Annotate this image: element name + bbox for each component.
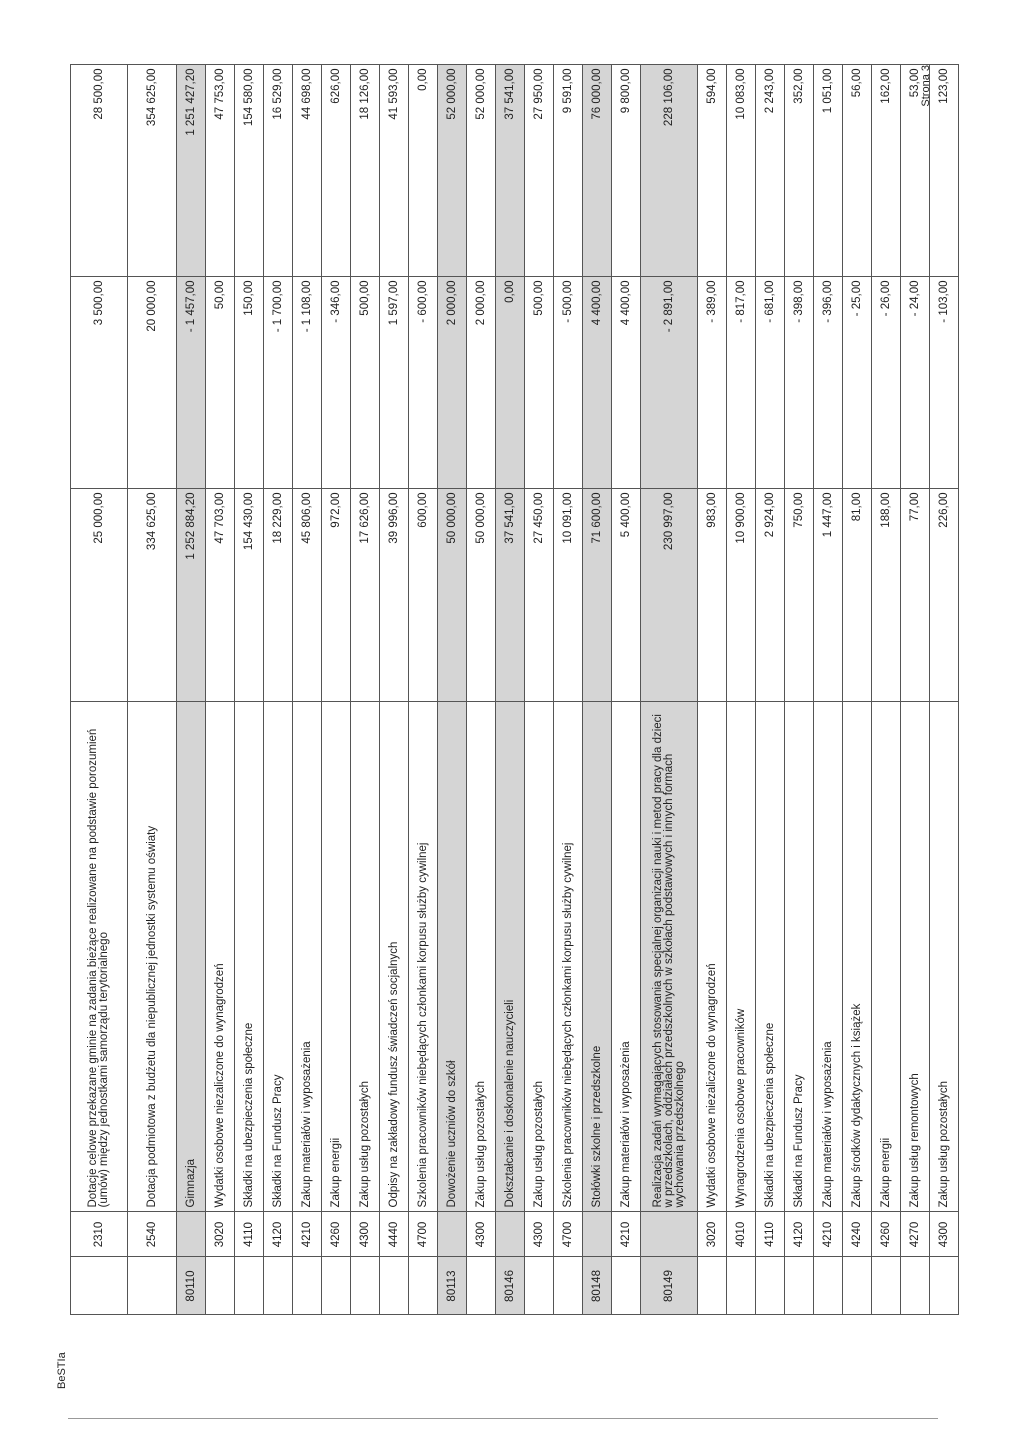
row-margin-cell — [785, 1315, 814, 1395]
dzial-code-cell: 80146 — [496, 1257, 525, 1315]
after-change-amount-cell: 27 950,00 — [525, 65, 554, 277]
plan-amount-cell: 188,00 — [872, 489, 901, 702]
dzial-code-cell — [409, 1257, 438, 1315]
after-change-amount-cell: 52 000,00 — [438, 65, 467, 277]
paragraph-code-cell: 4210 — [612, 1212, 641, 1257]
rotated-page — [42, 65, 950, 1395]
plan-amount-cell: 37 541,00 — [496, 489, 525, 702]
row-margin-cell — [322, 1315, 351, 1395]
row-margin-cell — [698, 1315, 727, 1395]
plan-amount-cell: 1 252 884,20 — [177, 489, 206, 702]
row-margin-cell — [843, 1315, 872, 1395]
description-cell: Zakup usług pozostałych — [351, 702, 380, 1212]
table-row — [351, 65, 380, 1395]
description-cell: Składki na ubezpieczenia społeczne — [756, 702, 785, 1212]
table-row — [698, 65, 727, 1395]
table-row — [380, 65, 409, 1395]
description-cell: Wydatki osobowe niezaliczone do wynagrodzeń — [698, 702, 727, 1212]
description-cell: Dowożenie uczniów do szkół — [438, 702, 467, 1212]
budget-table — [70, 65, 959, 1396]
plan-amount-cell: 10 091,00 — [554, 489, 583, 702]
table-row — [235, 65, 264, 1395]
dzial-code-cell — [128, 1257, 177, 1315]
row-margin-cell — [641, 1315, 698, 1395]
after-change-amount-cell: 1 251 427,20 — [177, 65, 206, 277]
plan-amount-cell: 750,00 — [785, 489, 814, 702]
table-row — [727, 65, 756, 1395]
page-number: Strona 3 — [920, 65, 932, 107]
change-amount-cell: 50,00 — [206, 277, 235, 489]
description-cell: Gimnazja — [177, 702, 206, 1212]
row-margin-cell — [409, 1315, 438, 1395]
plan-amount-cell: 230 997,00 — [641, 489, 698, 702]
plan-amount-cell: 972,00 — [322, 489, 351, 702]
table-row — [554, 65, 583, 1395]
description-cell: Zakup usług pozostałych — [525, 702, 554, 1212]
description-cell: Składki na Fundusz Pracy — [264, 702, 293, 1212]
after-change-amount-cell: 47 753,00 — [206, 65, 235, 277]
plan-amount-cell: 77,00 — [901, 489, 930, 702]
row-margin-cell — [496, 1315, 525, 1395]
after-change-amount-cell: 37 541,00 — [496, 65, 525, 277]
dzial-code-cell: 80149 — [641, 1257, 698, 1315]
plan-amount-cell: 1 447,00 — [814, 489, 843, 702]
table-row — [612, 65, 641, 1395]
change-amount-cell: - 398,00 — [785, 277, 814, 489]
dzial-code-cell — [206, 1257, 235, 1315]
change-amount-cell: 500,00 — [525, 277, 554, 489]
paragraph-code-cell — [438, 1212, 467, 1257]
table-row — [872, 65, 901, 1395]
description-cell: Zakup środków dydaktycznych i książek — [843, 702, 872, 1212]
paragraph-code-cell: 3020 — [698, 1212, 727, 1257]
plan-amount-cell: 10 900,00 — [727, 489, 756, 702]
row-margin-cell — [554, 1315, 583, 1395]
row-margin-cell — [128, 1315, 177, 1395]
change-amount-cell: 3 500,00 — [71, 277, 128, 489]
table-row — [901, 65, 930, 1395]
after-change-amount-cell: 162,00 — [872, 65, 901, 277]
change-amount-cell: - 346,00 — [322, 277, 351, 489]
table-row — [756, 65, 785, 1395]
change-amount-cell: - 26,00 — [872, 277, 901, 489]
description-cell: Składki na ubezpieczenia społeczne — [235, 702, 264, 1212]
paragraph-code-cell: 4120 — [264, 1212, 293, 1257]
dzial-code-cell — [814, 1257, 843, 1315]
change-amount-cell: 150,00 — [235, 277, 264, 489]
plan-amount-cell: 27 450,00 — [525, 489, 554, 702]
after-change-amount-cell: 123,00 — [930, 65, 959, 277]
description-cell: Zakup energii — [872, 702, 901, 1212]
dzial-code-cell — [322, 1257, 351, 1315]
change-amount-cell: - 25,00 — [843, 277, 872, 489]
row-margin-cell — [71, 1315, 128, 1395]
row-margin-cell — [380, 1315, 409, 1395]
description-cell: Składki na Fundusz Pracy — [785, 702, 814, 1212]
change-amount-cell: - 681,00 — [756, 277, 785, 489]
dzial-code-cell — [71, 1257, 128, 1315]
paragraph-code-cell — [641, 1212, 698, 1257]
plan-amount-cell: 47 703,00 — [206, 489, 235, 702]
description-cell: Zakup materiałów i wyposażenia — [293, 702, 322, 1212]
plan-amount-cell: 334 625,00 — [128, 489, 177, 702]
dzial-code-cell — [872, 1257, 901, 1315]
paragraph-code-cell: 4110 — [235, 1212, 264, 1257]
footer-system-name: BeSTIa — [56, 1352, 68, 1389]
description-cell: Wydatki osobowe niezaliczone do wynagrodzeń — [206, 702, 235, 1212]
table-row — [843, 65, 872, 1395]
dzial-code-cell — [235, 1257, 264, 1315]
table-row — [525, 65, 554, 1395]
table-row — [409, 65, 438, 1395]
plan-amount-cell: 17 626,00 — [351, 489, 380, 702]
row-margin-cell — [612, 1315, 641, 1395]
dzial-code-cell — [698, 1257, 727, 1315]
dzial-code-cell — [612, 1257, 641, 1315]
dzial-code-cell — [930, 1257, 959, 1315]
paragraph-code-cell: 4700 — [554, 1212, 583, 1257]
change-amount-cell: 4 400,00 — [612, 277, 641, 489]
paragraph-code-cell: 2540 — [128, 1212, 177, 1257]
table-row — [322, 65, 351, 1395]
change-amount-cell: - 817,00 — [727, 277, 756, 489]
plan-amount-cell: 45 806,00 — [293, 489, 322, 702]
row-margin-cell — [351, 1315, 380, 1395]
after-change-amount-cell: 16 529,00 — [264, 65, 293, 277]
after-change-amount-cell: 0,00 — [409, 65, 438, 277]
after-change-amount-cell: 28 500,00 — [71, 65, 128, 277]
row-margin-cell — [901, 1315, 930, 1395]
row-margin-cell — [438, 1315, 467, 1395]
dzial-code-cell — [756, 1257, 785, 1315]
description-cell: Dotacje celowe przekazane gminie na zadania bieżące realizowane na podstawie porozumień (umów) między jednostkami samorządu terytorialnego — [71, 702, 128, 1212]
plan-amount-cell: 18 229,00 — [264, 489, 293, 702]
page-edge-line — [68, 1418, 938, 1419]
description-cell: Zakup usług pozostałych — [930, 702, 959, 1212]
after-change-amount-cell: 1 051,00 — [814, 65, 843, 277]
dzial-code-cell: 80113 — [438, 1257, 467, 1315]
after-change-amount-cell: 52 000,00 — [467, 65, 496, 277]
change-amount-cell: - 500,00 — [554, 277, 583, 489]
table-row — [814, 65, 843, 1395]
paragraph-code-cell: 4260 — [872, 1212, 901, 1257]
change-amount-cell: - 396,00 — [814, 277, 843, 489]
dzial-code-cell — [554, 1257, 583, 1315]
paragraph-code-cell: 4210 — [814, 1212, 843, 1257]
table-row — [467, 65, 496, 1395]
after-change-amount-cell: 9 591,00 — [554, 65, 583, 277]
dzial-code-cell — [843, 1257, 872, 1315]
row-margin-cell — [206, 1315, 235, 1395]
after-change-amount-cell: 53,00 — [901, 65, 930, 277]
plan-amount-cell: 5 400,00 — [612, 489, 641, 702]
change-amount-cell: - 24,00 — [901, 277, 930, 489]
paragraph-code-cell: 4260 — [322, 1212, 351, 1257]
paragraph-code-cell: 4120 — [785, 1212, 814, 1257]
dzial-code-cell: 80110 — [177, 1257, 206, 1315]
after-change-amount-cell: 44 698,00 — [293, 65, 322, 277]
description-cell: Zakup usług pozostałych — [467, 702, 496, 1212]
budget-table-body — [71, 65, 959, 1395]
change-amount-cell: 4 400,00 — [583, 277, 612, 489]
paragraph-code-cell — [583, 1212, 612, 1257]
paragraph-code-cell: 4300 — [351, 1212, 380, 1257]
dzial-code-cell — [785, 1257, 814, 1315]
row-margin-cell — [930, 1315, 959, 1395]
after-change-amount-cell: 41 593,00 — [380, 65, 409, 277]
dzial-code-cell — [727, 1257, 756, 1315]
change-amount-cell: - 600,00 — [409, 277, 438, 489]
paragraph-code-cell: 4240 — [843, 1212, 872, 1257]
change-amount-cell: - 389,00 — [698, 277, 727, 489]
description-cell: Zakup materiałów i wyposażenia — [814, 702, 843, 1212]
paragraph-code-cell: 4210 — [293, 1212, 322, 1257]
paragraph-code-cell: 4700 — [409, 1212, 438, 1257]
row-margin-cell — [583, 1315, 612, 1395]
table-row — [264, 65, 293, 1395]
table-row — [71, 65, 128, 1395]
change-amount-cell: 1 597,00 — [380, 277, 409, 489]
description-cell: Szkolenia pracowników niebędących członkami korpusu służby cywilnej — [409, 702, 438, 1212]
dzial-code-cell — [293, 1257, 322, 1315]
plan-amount-cell: 2 924,00 — [756, 489, 785, 702]
dzial-code-cell — [525, 1257, 554, 1315]
plan-amount-cell: 983,00 — [698, 489, 727, 702]
row-margin-cell — [177, 1315, 206, 1395]
after-change-amount-cell: 10 083,00 — [727, 65, 756, 277]
change-amount-cell: - 1 700,00 — [264, 277, 293, 489]
row-margin-cell — [235, 1315, 264, 1395]
paragraph-code-cell: 3020 — [206, 1212, 235, 1257]
after-change-amount-cell: 2 243,00 — [756, 65, 785, 277]
paragraph-code-cell: 4440 — [380, 1212, 409, 1257]
dzial-code-cell — [380, 1257, 409, 1315]
table-row — [641, 65, 698, 1395]
description-cell: Dotacja podmiotowa z budżetu dla niepublicznej jednostki systemu oświaty — [128, 702, 177, 1212]
row-margin-cell — [814, 1315, 843, 1395]
change-amount-cell: 0,00 — [496, 277, 525, 489]
after-change-amount-cell: 626,00 — [322, 65, 351, 277]
after-change-amount-cell: 56,00 — [843, 65, 872, 277]
description-cell: Stołówki szkolne i przedszkolne — [583, 702, 612, 1212]
change-amount-cell: 500,00 — [351, 277, 380, 489]
plan-amount-cell: 50 000,00 — [467, 489, 496, 702]
table-row — [128, 65, 177, 1395]
after-change-amount-cell: 228 106,00 — [641, 65, 698, 277]
table-row — [496, 65, 525, 1395]
description-cell: Odpisy na zakładowy fundusz świadczeń socjalnych — [380, 702, 409, 1212]
plan-amount-cell: 81,00 — [843, 489, 872, 702]
row-margin-cell — [264, 1315, 293, 1395]
description-cell: Zakup usług remontowych — [901, 702, 930, 1212]
change-amount-cell: - 1 457,00 — [177, 277, 206, 489]
paragraph-code-cell: 4110 — [756, 1212, 785, 1257]
table-row — [438, 65, 467, 1395]
dzial-code-cell — [901, 1257, 930, 1315]
row-margin-cell — [467, 1315, 496, 1395]
plan-amount-cell: 154 430,00 — [235, 489, 264, 702]
paragraph-code-cell: 4300 — [467, 1212, 496, 1257]
description-cell: Zakup materiałów i wyposażenia — [612, 702, 641, 1212]
table-row — [293, 65, 322, 1395]
table-row — [583, 65, 612, 1395]
after-change-amount-cell: 76 000,00 — [583, 65, 612, 277]
dzial-code-cell — [264, 1257, 293, 1315]
plan-amount-cell: 39 996,00 — [380, 489, 409, 702]
after-change-amount-cell: 594,00 — [698, 65, 727, 277]
plan-amount-cell: 71 600,00 — [583, 489, 612, 702]
after-change-amount-cell: 18 126,00 — [351, 65, 380, 277]
paragraph-code-cell — [177, 1212, 206, 1257]
after-change-amount-cell: 9 800,00 — [612, 65, 641, 277]
paragraph-code-cell — [496, 1212, 525, 1257]
row-margin-cell — [525, 1315, 554, 1395]
after-change-amount-cell: 154 580,00 — [235, 65, 264, 277]
description-cell: Szkolenia pracowników niebędących członkami korpusu służby cywilnej — [554, 702, 583, 1212]
table-row — [785, 65, 814, 1395]
paragraph-code-cell: 4010 — [727, 1212, 756, 1257]
paragraph-code-cell: 2310 — [71, 1212, 128, 1257]
after-change-amount-cell: 354 625,00 — [128, 65, 177, 277]
table-row — [177, 65, 206, 1395]
plan-amount-cell: 226,00 — [930, 489, 959, 702]
description-cell: Wynagrodzenia osobowe pracowników — [727, 702, 756, 1212]
row-margin-cell — [756, 1315, 785, 1395]
change-amount-cell: 20 000,00 — [128, 277, 177, 489]
change-amount-cell: 2 000,00 — [467, 277, 496, 489]
change-amount-cell: - 2 891,00 — [641, 277, 698, 489]
description-cell: Dokształcanie i doskonalenie nauczycieli — [496, 702, 525, 1212]
plan-amount-cell: 600,00 — [409, 489, 438, 702]
table-row — [930, 65, 959, 1395]
change-amount-cell: - 1 108,00 — [293, 277, 322, 489]
paragraph-code-cell: 4270 — [901, 1212, 930, 1257]
description-cell: Realizacja zadań wymagających stosowania specjalnej organizacji nauki i metod pracy dla dzieci w przedszkolach, oddziałach przedszkolnych w szkołach podstawowych i innych formach wychowania przedszkolnego — [641, 702, 698, 1212]
plan-amount-cell: 25 000,00 — [71, 489, 128, 702]
description-cell: Zakup energii — [322, 702, 351, 1212]
table-row — [206, 65, 235, 1395]
row-margin-cell — [293, 1315, 322, 1395]
paragraph-code-cell: 4300 — [525, 1212, 554, 1257]
change-amount-cell: 2 000,00 — [438, 277, 467, 489]
plan-amount-cell: 50 000,00 — [438, 489, 467, 702]
paragraph-code-cell: 4300 — [930, 1212, 959, 1257]
change-amount-cell: - 103,00 — [930, 277, 959, 489]
after-change-amount-cell: 352,00 — [785, 65, 814, 277]
dzial-code-cell: 80148 — [583, 1257, 612, 1315]
row-margin-cell — [727, 1315, 756, 1395]
dzial-code-cell — [467, 1257, 496, 1315]
dzial-code-cell — [351, 1257, 380, 1315]
row-margin-cell — [872, 1315, 901, 1395]
